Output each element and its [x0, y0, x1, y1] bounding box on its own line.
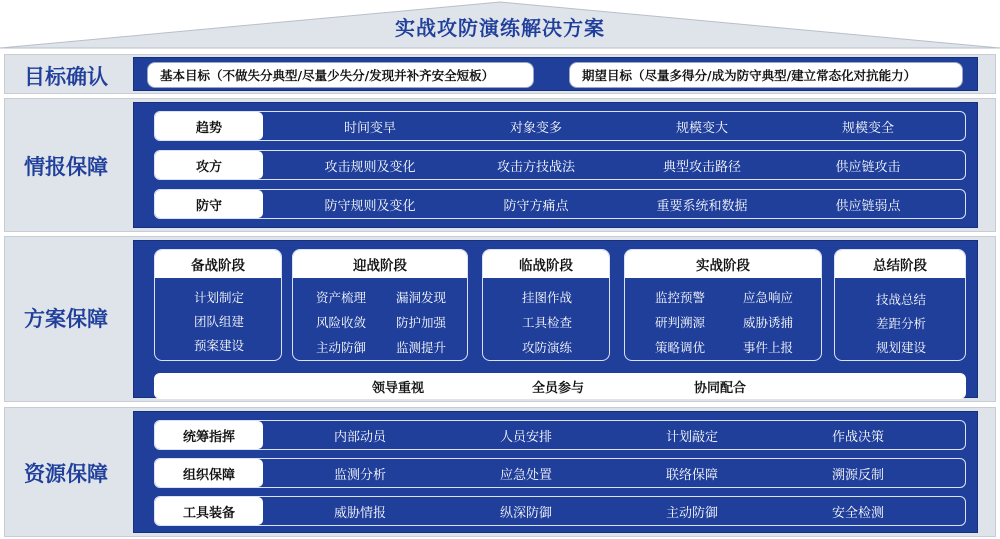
- resource-item: 计划敲定: [665, 429, 718, 445]
- intel-row-label: 防守: [155, 190, 263, 218]
- phase-pre-battle: [482, 249, 610, 361]
- resource-row-label: 组织保障: [155, 459, 263, 487]
- intel-row: [154, 189, 966, 219]
- intel-item: 对象变多: [509, 120, 562, 136]
- resource-panel: [133, 411, 978, 533]
- phase-title: 迎战阶段: [293, 250, 467, 278]
- phase-item: 团队组建: [193, 314, 244, 329]
- phase-prepare: [154, 249, 282, 361]
- section-label-intel: 情报保障: [24, 155, 108, 179]
- phase-item: 攻防演练: [521, 340, 572, 355]
- section-label-goal: 目标确认: [24, 65, 108, 89]
- section-resource: [4, 407, 996, 537]
- section-plan: [4, 236, 996, 402]
- phase-item: 监控预警: [654, 290, 705, 305]
- phase-battle: [624, 249, 822, 361]
- phase-item: 主动防御: [315, 340, 366, 355]
- intel-row-label: 攻方: [155, 151, 263, 179]
- intel-item: 规模变全: [841, 120, 894, 136]
- resource-row-label: 工具装备: [155, 497, 263, 525]
- principle-item: 协同配合: [694, 380, 747, 396]
- section-goal: [4, 54, 996, 94]
- phase-item: 工具检查: [521, 315, 572, 330]
- section-label-resource: 资源保障: [24, 462, 108, 486]
- phase-item: 威胁诱捕: [742, 315, 793, 330]
- resource-item: 应急处置: [499, 467, 552, 483]
- phase-item: 漏洞发现: [395, 290, 446, 305]
- page-title: 实战攻防演练解决方案: [395, 16, 605, 40]
- intel-item: 规模变大: [675, 120, 728, 136]
- plan-principles-bar: [154, 373, 966, 399]
- basic-goal: 基本目标（不做失分典型/尽量少失分/发现并补齐安全短板）: [148, 63, 533, 87]
- resource-item: 纵深防御: [499, 505, 552, 521]
- phase-item: 监测提升: [395, 340, 446, 355]
- intel-item: 攻击规则及变化: [324, 159, 416, 175]
- intel-panel: [133, 102, 978, 228]
- phase-title: 临战阶段: [483, 250, 609, 278]
- principle-item: 全员参与: [532, 380, 585, 396]
- phase-item: 规划建设: [875, 340, 926, 355]
- intel-row-label: 趋势: [155, 112, 263, 140]
- resource-item: 主动防御: [665, 505, 718, 521]
- resource-item: 溯源反制: [831, 467, 884, 483]
- phase-item: 差距分析: [875, 316, 926, 331]
- goal-panel: [133, 57, 978, 91]
- resource-row: [154, 458, 966, 488]
- expected-goal: 期望目标（尽量多得分/成为防守典型/建立常态化对抗能力）: [570, 63, 962, 87]
- principle-item: 领导重视: [372, 380, 425, 396]
- intel-item: 攻击方技战法: [496, 159, 575, 175]
- phase-item: 资产梳理: [315, 290, 366, 305]
- resource-item: 监测分析: [333, 467, 386, 483]
- resource-item: 威胁情报: [333, 505, 386, 521]
- resource-item: 人员安排: [499, 429, 552, 445]
- intel-item: 防守方痛点: [503, 198, 569, 214]
- plan-panel: [133, 240, 978, 398]
- phase-item: 预案建设: [193, 338, 244, 353]
- intel-item: 防守规则及变化: [324, 198, 416, 214]
- phase-title: 实战阶段: [625, 250, 821, 278]
- phase-title: 备战阶段: [155, 250, 281, 278]
- intel-item: 时间变早: [343, 120, 396, 136]
- phase-engage: [292, 249, 468, 361]
- resource-item: 安全检测: [831, 505, 884, 521]
- phase-item: 事件上报: [742, 340, 793, 355]
- phase-item: 风险收敛: [315, 315, 366, 330]
- resource-row: [154, 420, 966, 450]
- resource-row: [154, 496, 966, 526]
- intel-row: [154, 150, 966, 180]
- resource-item: 联络保障: [665, 467, 718, 483]
- intel-item: 供应链弱点: [835, 198, 901, 214]
- phase-item: 技战总结: [875, 292, 926, 307]
- phase-item: 应急响应: [742, 290, 793, 305]
- phase-item: 研判溯源: [654, 315, 705, 330]
- section-label-plan: 方案保障: [24, 307, 108, 331]
- intel-item: 供应链攻击: [835, 159, 901, 175]
- phase-item: 防护加强: [395, 315, 446, 330]
- intel-row: [154, 111, 966, 141]
- resource-row-label: 统筹指挥: [155, 421, 263, 449]
- intel-item: 重要系统和数据: [656, 198, 748, 214]
- resource-item: 作战决策: [831, 429, 884, 445]
- phase-item: 计划制定: [193, 290, 244, 305]
- intel-item: 典型攻击路径: [662, 159, 741, 175]
- phase-summary: [834, 249, 966, 361]
- section-intel: [4, 98, 996, 232]
- resource-item: 内部动员: [333, 429, 386, 445]
- phase-title: 总结阶段: [835, 250, 965, 278]
- phase-item: 挂图作战: [521, 290, 572, 305]
- phase-item: 策略调优: [654, 340, 705, 355]
